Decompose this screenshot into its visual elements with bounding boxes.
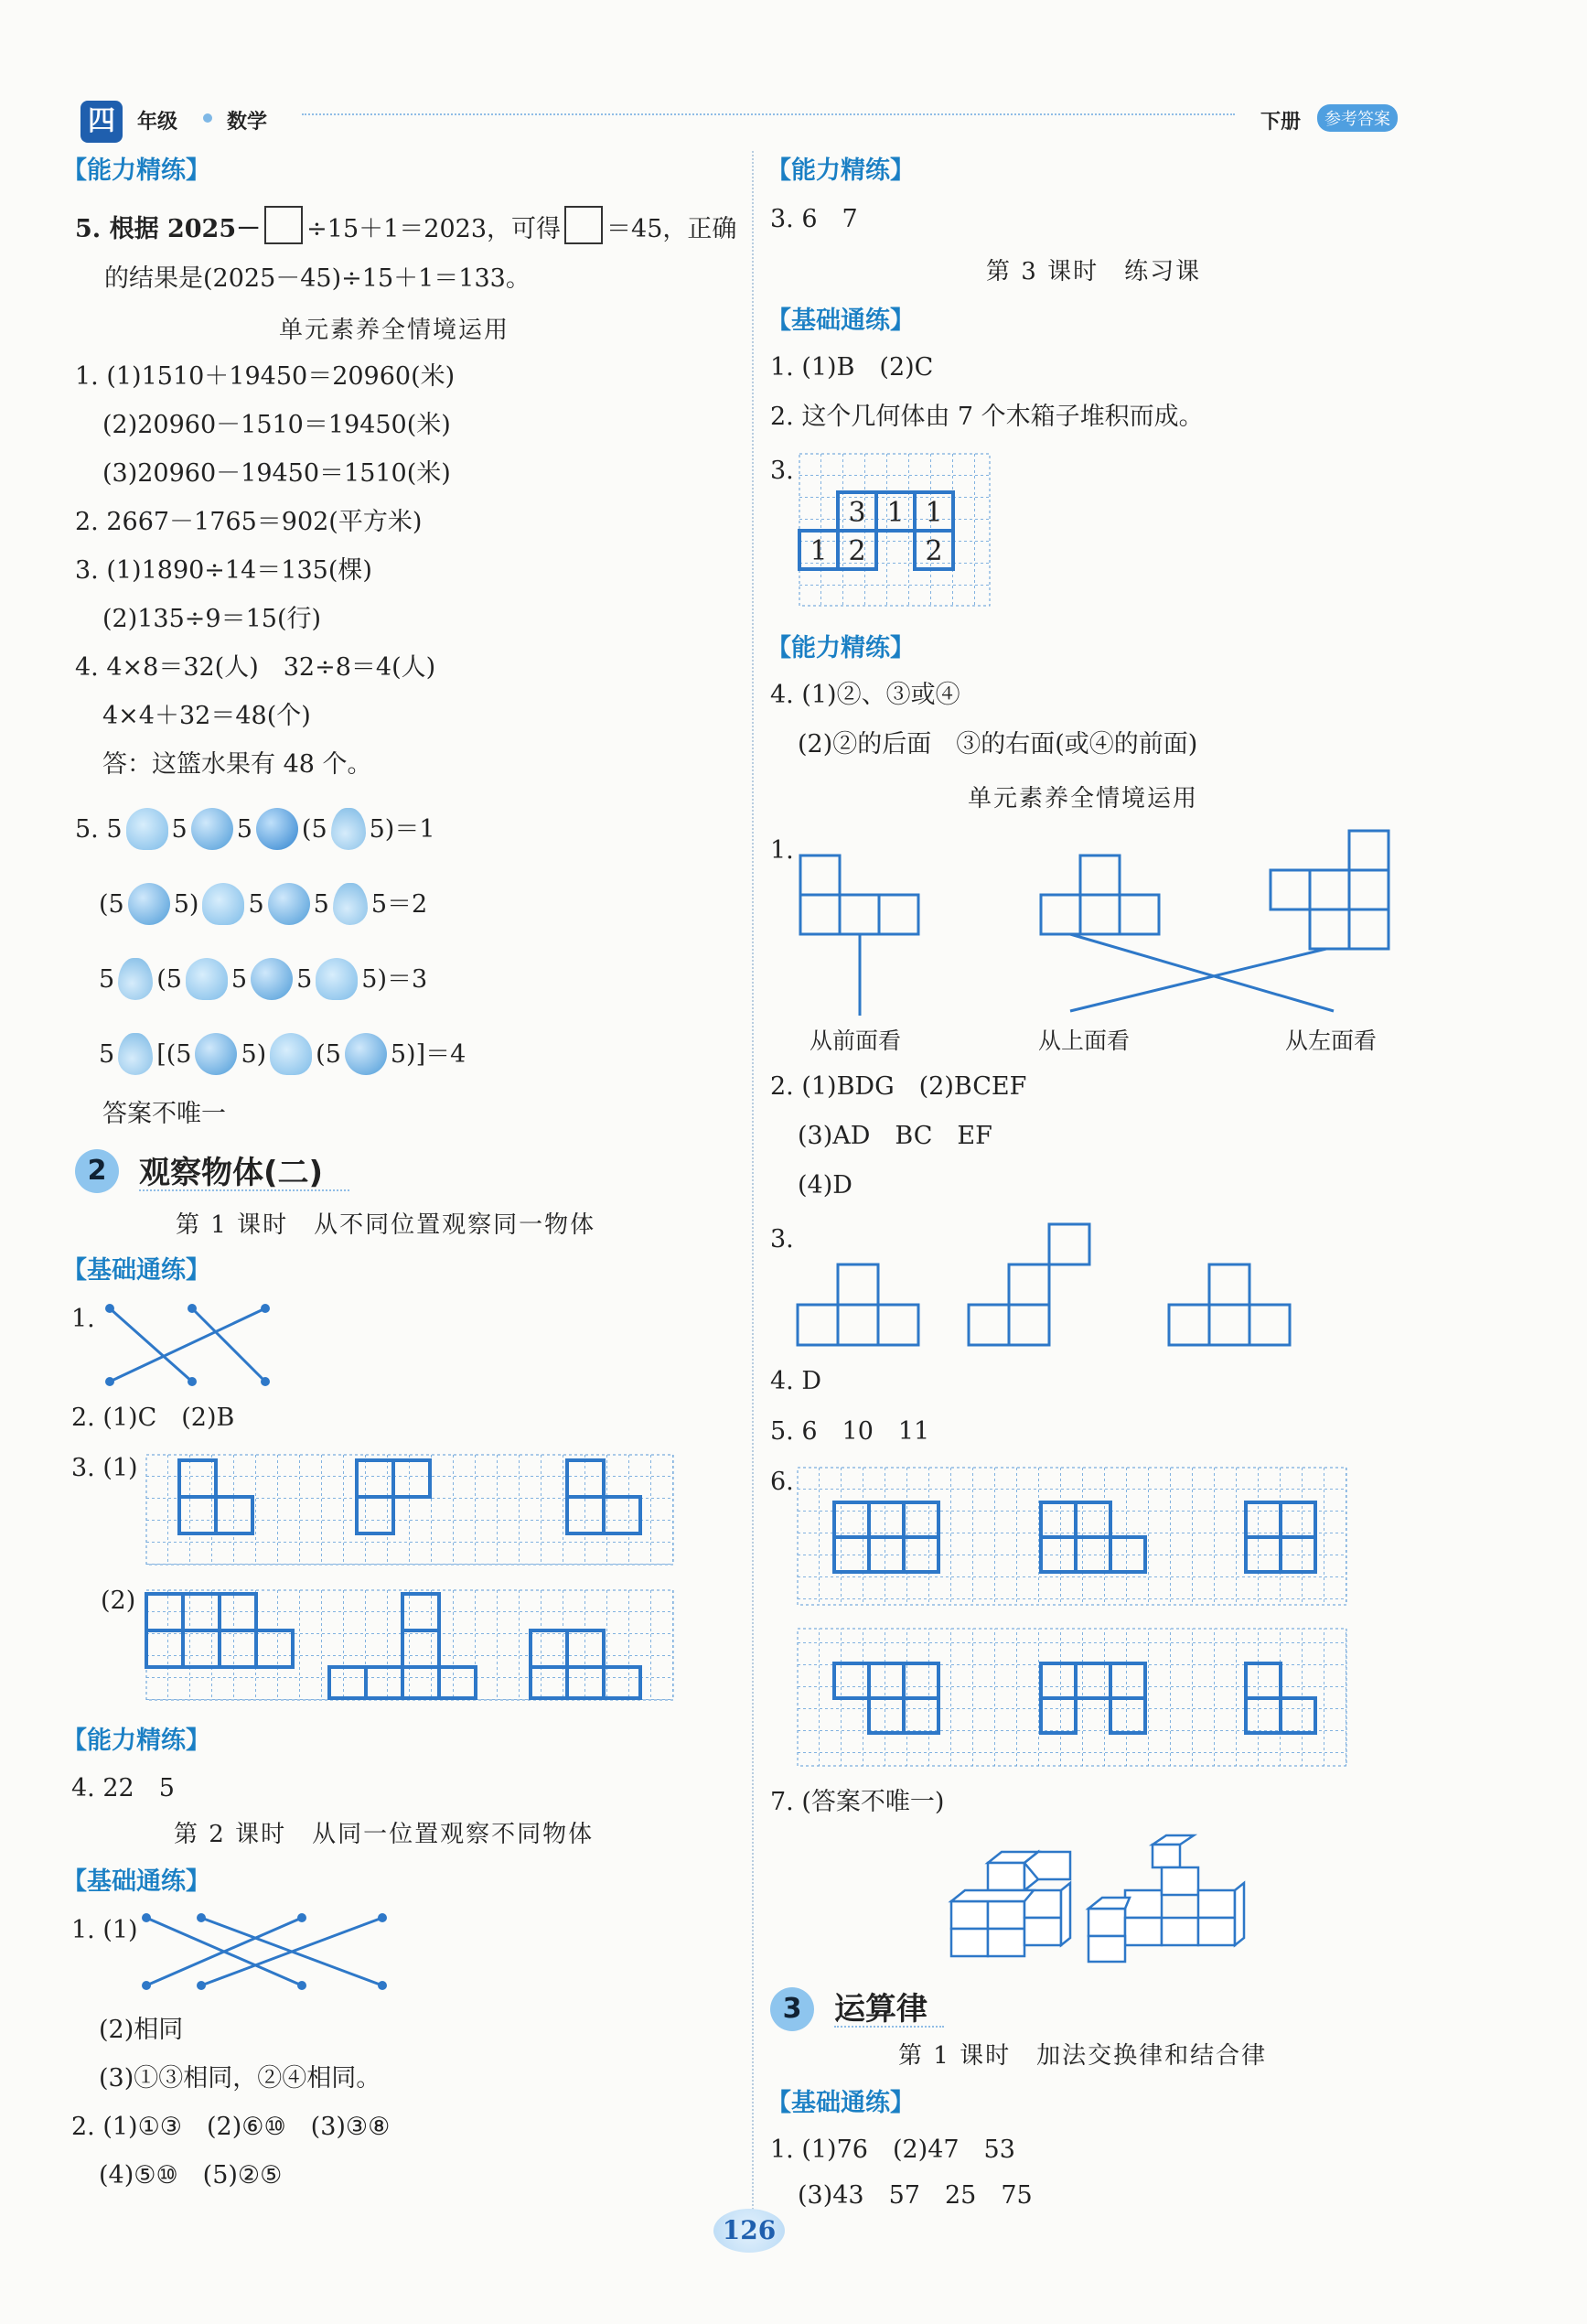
section-tag-basic: 【基础通练】 xyxy=(767,307,915,335)
section-tag-basic: 【基础通练】 xyxy=(62,1867,210,1896)
answer-line: 答：这篮水果有 48 个。 xyxy=(102,750,372,779)
number-grid xyxy=(799,454,992,608)
eq-text: [(5 xyxy=(156,1040,192,1069)
fruit-equation-2 xyxy=(99,883,427,925)
chapter-number: 3 xyxy=(770,1987,814,2031)
answer-line: 4. 4×8＝32(人) 32÷8＝4(人) xyxy=(75,653,436,682)
answer-line: 1. (1)76 (2)47 53 xyxy=(770,2136,1015,2164)
eq-text: (5 xyxy=(316,1040,341,1069)
orange-icon xyxy=(191,808,233,850)
eq-text: 5 xyxy=(231,965,248,994)
answer-line: 2. (1)①③ (2)⑥⑩ (3)③⑧ xyxy=(71,2113,391,2141)
cube-stack-drawings xyxy=(942,1835,1262,1964)
fruit-equation-3 xyxy=(99,958,427,1000)
view-label-front: 从前面看 xyxy=(810,1028,902,1054)
answer-line: (3)①③相同，②④相同。 xyxy=(99,2064,381,2093)
matching-diagram xyxy=(101,1299,284,1391)
grid-drawing-3 xyxy=(798,1468,1350,1770)
section-tag-basic: 【基础通练】 xyxy=(767,2089,915,2117)
eq-text: 5 xyxy=(99,1040,115,1069)
answer-line: 3. 6 7 xyxy=(770,205,858,233)
eq-text: (5 xyxy=(99,890,124,919)
eq-text: 5)＝1 xyxy=(369,815,435,844)
section-tag-ability: 【能力精练】 xyxy=(62,1727,210,1755)
question-label: 6. xyxy=(770,1468,794,1496)
question-label: 3. xyxy=(770,457,794,485)
answer-line: (2)②的后面 ③的右面(或④的前面) xyxy=(798,730,1198,759)
lesson-title: 第 2 课时 从同一位置观察不同物体 xyxy=(174,1821,595,1848)
section-tag-basic: 【基础通练】 xyxy=(62,1256,210,1285)
question-label: 1. xyxy=(770,836,794,865)
peach-icon xyxy=(316,958,358,1000)
answer-line: 2. 2667－1765＝902(平方米) xyxy=(75,508,423,536)
pear-icon xyxy=(333,883,368,925)
question-label: 1. (1) xyxy=(71,1916,138,1944)
grid-number: 3 xyxy=(848,497,866,529)
answer-line: 4. 22 5 xyxy=(71,1774,175,1802)
grid-number: 1 xyxy=(886,497,905,529)
question-label: 3. (1) xyxy=(71,1454,138,1482)
peach-icon xyxy=(202,883,244,925)
answer-line: (3)43 57 25 75 xyxy=(798,2181,1033,2210)
grade-badge: 四 xyxy=(80,101,123,143)
subject-label: 数学 xyxy=(227,111,268,134)
grid-drawing-2 xyxy=(146,1590,677,1700)
answer-line: 4. D xyxy=(770,1367,821,1395)
answer-line: 1. (1)B (2)C xyxy=(770,353,934,382)
view-label-left: 从左面看 xyxy=(1285,1028,1378,1054)
eq-text: 5 xyxy=(296,965,313,994)
answer-line: 1. (1)1510＋19450＝20960(米) xyxy=(75,362,456,391)
lesson-title: 第 1 课时 从不同位置观察同一物体 xyxy=(176,1211,596,1239)
volume-label: 下册 xyxy=(1260,111,1302,134)
dot-separator xyxy=(203,113,212,123)
answer-line: (2)相同 xyxy=(99,2016,184,2044)
answer-line: 5. 6 10 11 xyxy=(770,1417,930,1446)
answer-line: 4×4＋32＝48(个) xyxy=(102,702,311,730)
orange-icon xyxy=(251,958,293,1000)
column-divider xyxy=(752,151,754,2210)
question-label: 1. xyxy=(71,1305,95,1333)
answer-line: 2. (1)C (2)B xyxy=(71,1404,235,1432)
lesson-title: 第 1 课时 加法交换律和结合律 xyxy=(898,2042,1268,2070)
peach-icon xyxy=(186,958,228,1000)
answer-line: (4)D xyxy=(798,1171,852,1200)
orange-icon xyxy=(128,883,170,925)
grid-number: 2 xyxy=(925,535,943,567)
peach-icon xyxy=(126,808,168,850)
eq-text: 5 xyxy=(236,815,252,844)
question-label: (2) xyxy=(101,1587,136,1615)
blank-box xyxy=(264,206,303,244)
unit-title: 单元素养全情境运用 xyxy=(968,785,1199,812)
chapter-underline xyxy=(139,1189,349,1191)
pear-icon xyxy=(118,958,153,1000)
grid-number: 2 xyxy=(848,535,866,567)
header-rule xyxy=(302,113,1235,115)
question-5-cont: 的结果是(2025－45)÷15＋1＝133。 xyxy=(104,264,531,293)
answer-line: 2. (1)BDG (2)BCEF xyxy=(770,1072,1027,1101)
question-label: 3. xyxy=(770,1225,794,1253)
answer-line: 2. 这个几何体由 7 个木箱子堆积而成。 xyxy=(770,403,1204,431)
view-label-top: 从上面看 xyxy=(1038,1028,1131,1054)
eq-text: 5)＝3 xyxy=(361,965,428,994)
question-5 xyxy=(75,206,736,248)
apple-icon xyxy=(256,808,298,850)
orange-icon xyxy=(268,883,310,925)
eq-text: 5＝2 xyxy=(370,890,428,919)
grid-number: 1 xyxy=(810,535,828,567)
eq-text: 5 xyxy=(99,965,115,994)
eq-text: (5 xyxy=(301,815,327,844)
answer-line: 7. (答案不唯一) xyxy=(770,1788,945,1816)
eq-text: 5 xyxy=(248,890,264,919)
peach-icon xyxy=(270,1033,312,1075)
answer-line: 4. (1)②、③或④ xyxy=(770,681,960,709)
section-tag-ability: 【能力精练】 xyxy=(62,156,210,185)
eq-text: 5)]＝4 xyxy=(390,1040,466,1069)
section-tag-ability: 【能力精练】 xyxy=(767,156,915,185)
eq-text: 5) xyxy=(241,1040,267,1069)
chapter-title: 运算律 xyxy=(834,1991,928,2028)
fruit-equation-4 xyxy=(99,1033,466,1075)
fruit-equation-1 xyxy=(75,808,435,850)
grade-label: 年级 xyxy=(137,111,178,134)
grid-number: 1 xyxy=(925,497,943,529)
q5-text-a: 5. 根据 2025－ xyxy=(75,215,262,243)
section-tag-ability: 【能力精练】 xyxy=(767,634,915,662)
chapter-title: 观察物体(二) xyxy=(139,1155,324,1191)
unit-title: 单元素养全情境运用 xyxy=(279,317,510,344)
answer-line: (2)135÷9＝15(行) xyxy=(102,605,322,633)
eq-text: 5 xyxy=(171,815,188,844)
eq-text: (5 xyxy=(156,965,182,994)
blank-box xyxy=(564,206,603,244)
view-matching-diagram xyxy=(796,828,1390,1020)
orange-icon xyxy=(195,1033,237,1075)
matching-diagram-2 xyxy=(137,1910,393,1993)
orange-icon xyxy=(345,1033,387,1075)
grid-drawing-1 xyxy=(146,1455,677,1565)
answer-line: (3)AD BC EF xyxy=(798,1122,992,1150)
pear-icon xyxy=(331,808,366,850)
q5-text-c: ＝45，正确 xyxy=(606,215,737,243)
eq-text: 5 xyxy=(313,890,329,919)
views-drawing xyxy=(796,1219,1326,1347)
answer-line: (3)20960－19450＝1510(米) xyxy=(102,459,451,488)
eq-text: 5. 5 xyxy=(75,815,123,844)
answer-badge: 参考答案 xyxy=(1317,104,1398,132)
answer-line: (2)20960－1510＝19450(米) xyxy=(102,411,451,439)
chapter-number: 2 xyxy=(75,1149,119,1193)
chapter-underline xyxy=(834,2026,944,2028)
pear-icon xyxy=(118,1033,153,1075)
answer-line: (4)⑤⑩ (5)②⑤ xyxy=(99,2161,283,2190)
page-number: 126 xyxy=(713,2209,785,2253)
lesson-title: 第 3 课时 练习课 xyxy=(986,258,1202,285)
eq-text: 5) xyxy=(173,890,199,919)
q5-text-b: ÷15＋1＝2023，可得 xyxy=(306,215,562,243)
answer-line: 3. (1)1890÷14＝135(棵) xyxy=(75,556,372,585)
answer-not-unique: 答案不唯一 xyxy=(102,1100,226,1128)
